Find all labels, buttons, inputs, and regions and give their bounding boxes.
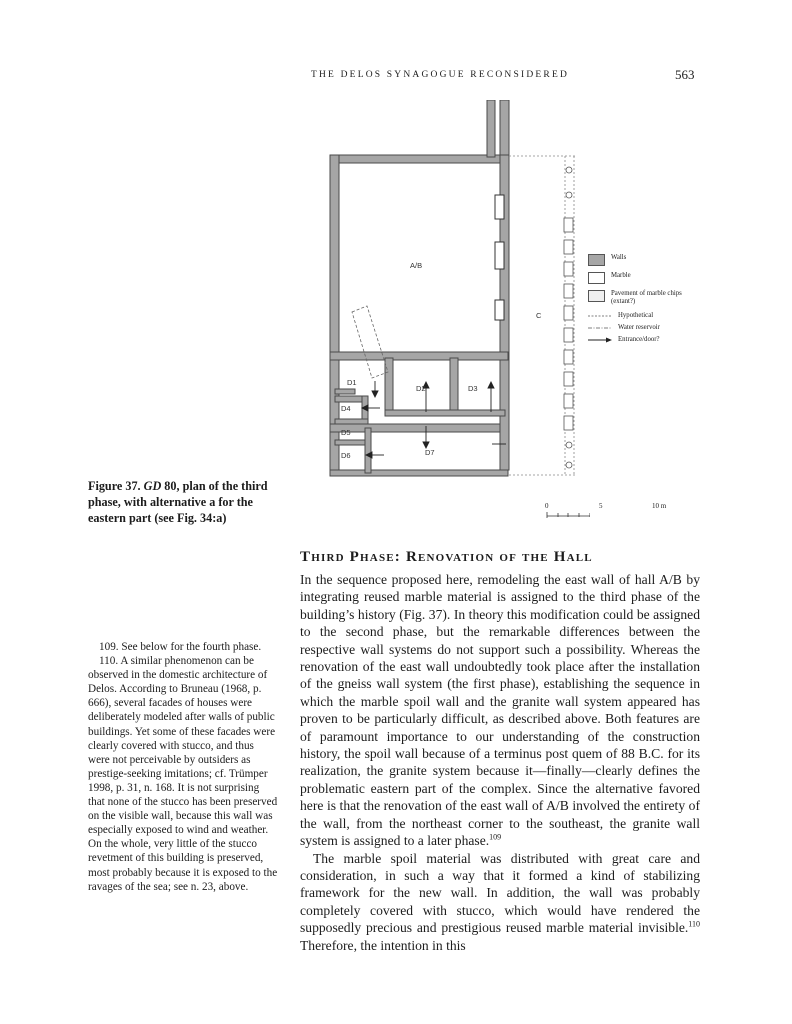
- scale-label-0: 0: [545, 502, 549, 510]
- caption-prefix: Figure 37.: [88, 479, 144, 493]
- walls: [330, 100, 509, 476]
- figure-caption: [88, 478, 278, 526]
- room-label-d3: D3: [468, 384, 478, 393]
- paragraph-2-text-a: The marble spoil material was distributed with great care and consideration, in such a way that it formed a kind of stabilizing framework for the new wall. In addition, the wall was probably completely covered with stucco, which would have rendered the supposedly precious and prestigious reused marble material invisible.: [300, 850, 700, 936]
- legend-hypothetical-label: Hypothetical: [618, 312, 654, 319]
- legend-walls: [588, 254, 698, 266]
- figure-legend: [588, 254, 698, 348]
- entrance-arrows: [362, 381, 506, 458]
- running-head: THE DELOS SYNAGOGUE RECONSIDERED: [310, 70, 570, 80]
- room-label-d5: D5: [341, 428, 351, 437]
- arrow-right-icon: [588, 336, 612, 344]
- legend-marble: [588, 272, 698, 284]
- room-label-d6: D6: [341, 451, 351, 460]
- legend-entrance-label: Entrance/door?: [618, 336, 660, 343]
- room-label-d1: D1: [347, 378, 357, 387]
- legend-walls-label: Walls: [611, 254, 627, 261]
- legend-walls-swatch: [588, 254, 605, 266]
- legend-chips-label: Pavement of marble chips (extant?): [611, 290, 682, 305]
- floor-plan: [300, 100, 590, 525]
- dashed-line-icon: [588, 312, 612, 320]
- paragraph-1-text: In the sequence proposed here, remodeling the east wall of hall A/B by integrating reused marble material is assigned to the third phase of the building’s history (Fig. 37). In theory this modification could be assigned to the second phase, but the remarkable differences between the respective wall systems do not support such a possibility. Whereas the renovation of the east wall undoubtedly took place after the installation of the gneiss wall system (the first phase), establishing the sequence in which the marble spoil wall and the granite wall system appeared has proven to be particularly difficult, as described above. Both features are of paramount importance to our understanding of the construction history, the spoil wall because of a terminus post quem of 88 B.C. for its realization, the granite system because it—finally—clearly defines the problematic eastern part of the complex. Since the alternative favored here is that the renovation of the east wall of A/B involved the entirety of the wall, from the northeast corner to the southeast, the granite wall system is assigned to a later phase.: [300, 572, 700, 849]
- scale-bar: [547, 512, 590, 518]
- scale-label-5: 5: [599, 502, 603, 510]
- room-label-ab: A/B: [410, 261, 423, 270]
- paragraph-2-text-b: Therefore, the intention in this: [300, 937, 466, 953]
- caption-italic: GD: [143, 479, 162, 493]
- legend-reservoir: [588, 324, 698, 332]
- legend-hypothetical: [588, 312, 698, 320]
- paragraph-2: [300, 850, 700, 954]
- legend-marble-swatch: [588, 272, 605, 284]
- dash-dot-line-icon: [588, 324, 612, 332]
- marble-blocks: [495, 195, 504, 320]
- section-heading: Third Phase: Renovation of the Hall: [300, 549, 593, 565]
- legend-chips: [588, 290, 698, 306]
- legend-reservoir-label: Water reservoir: [618, 324, 660, 331]
- footnote-ref-109: 109: [489, 832, 502, 842]
- footnote-110: 110. A similar phenomenon can be observed in the domestic architecture of Delos. According to Bruneau (1968, p. 666), several facades of houses were deliberately modeled after walls of public buildings. Yet some of these facades were clearly covered with stucco, and thus were not perceivable by outsiders as prestige-seeking imitations; cf. Trümper 1998, p. 31, n. 168. It is not surprising that none of the stucco has been preserved on the visible wall, because this wall was especially exposed to wind and weather. On the whole, very little of the stucco revetment of this building is preserved, most probably because it is exposed to the ravages of the sea; see n. 23, above.: [88, 655, 278, 893]
- room-label-d2: D2: [416, 384, 426, 393]
- body-text: [300, 571, 700, 954]
- paragraph-1: [300, 571, 700, 850]
- legend-chips-swatch: [588, 290, 605, 302]
- footnote-ref-110: 110: [688, 919, 700, 929]
- legend-entrance: [588, 336, 698, 344]
- legend-marble-label: Marble: [611, 272, 631, 279]
- hypothetical-outline: [352, 306, 388, 378]
- footnote-109: 109. See below for the fourth phase.: [99, 641, 262, 653]
- room-label-d7: D7: [425, 448, 435, 457]
- scale-label-10: 10 m: [652, 502, 667, 510]
- caption-text: 80, plan of the third phase, with alternative a for the eastern part (see Fig. 34:a): [88, 479, 268, 525]
- page-number: 563: [675, 67, 695, 82]
- room-label-d4: D4: [341, 404, 351, 413]
- room-label-c: C: [536, 311, 542, 320]
- footnotes: [88, 640, 278, 894]
